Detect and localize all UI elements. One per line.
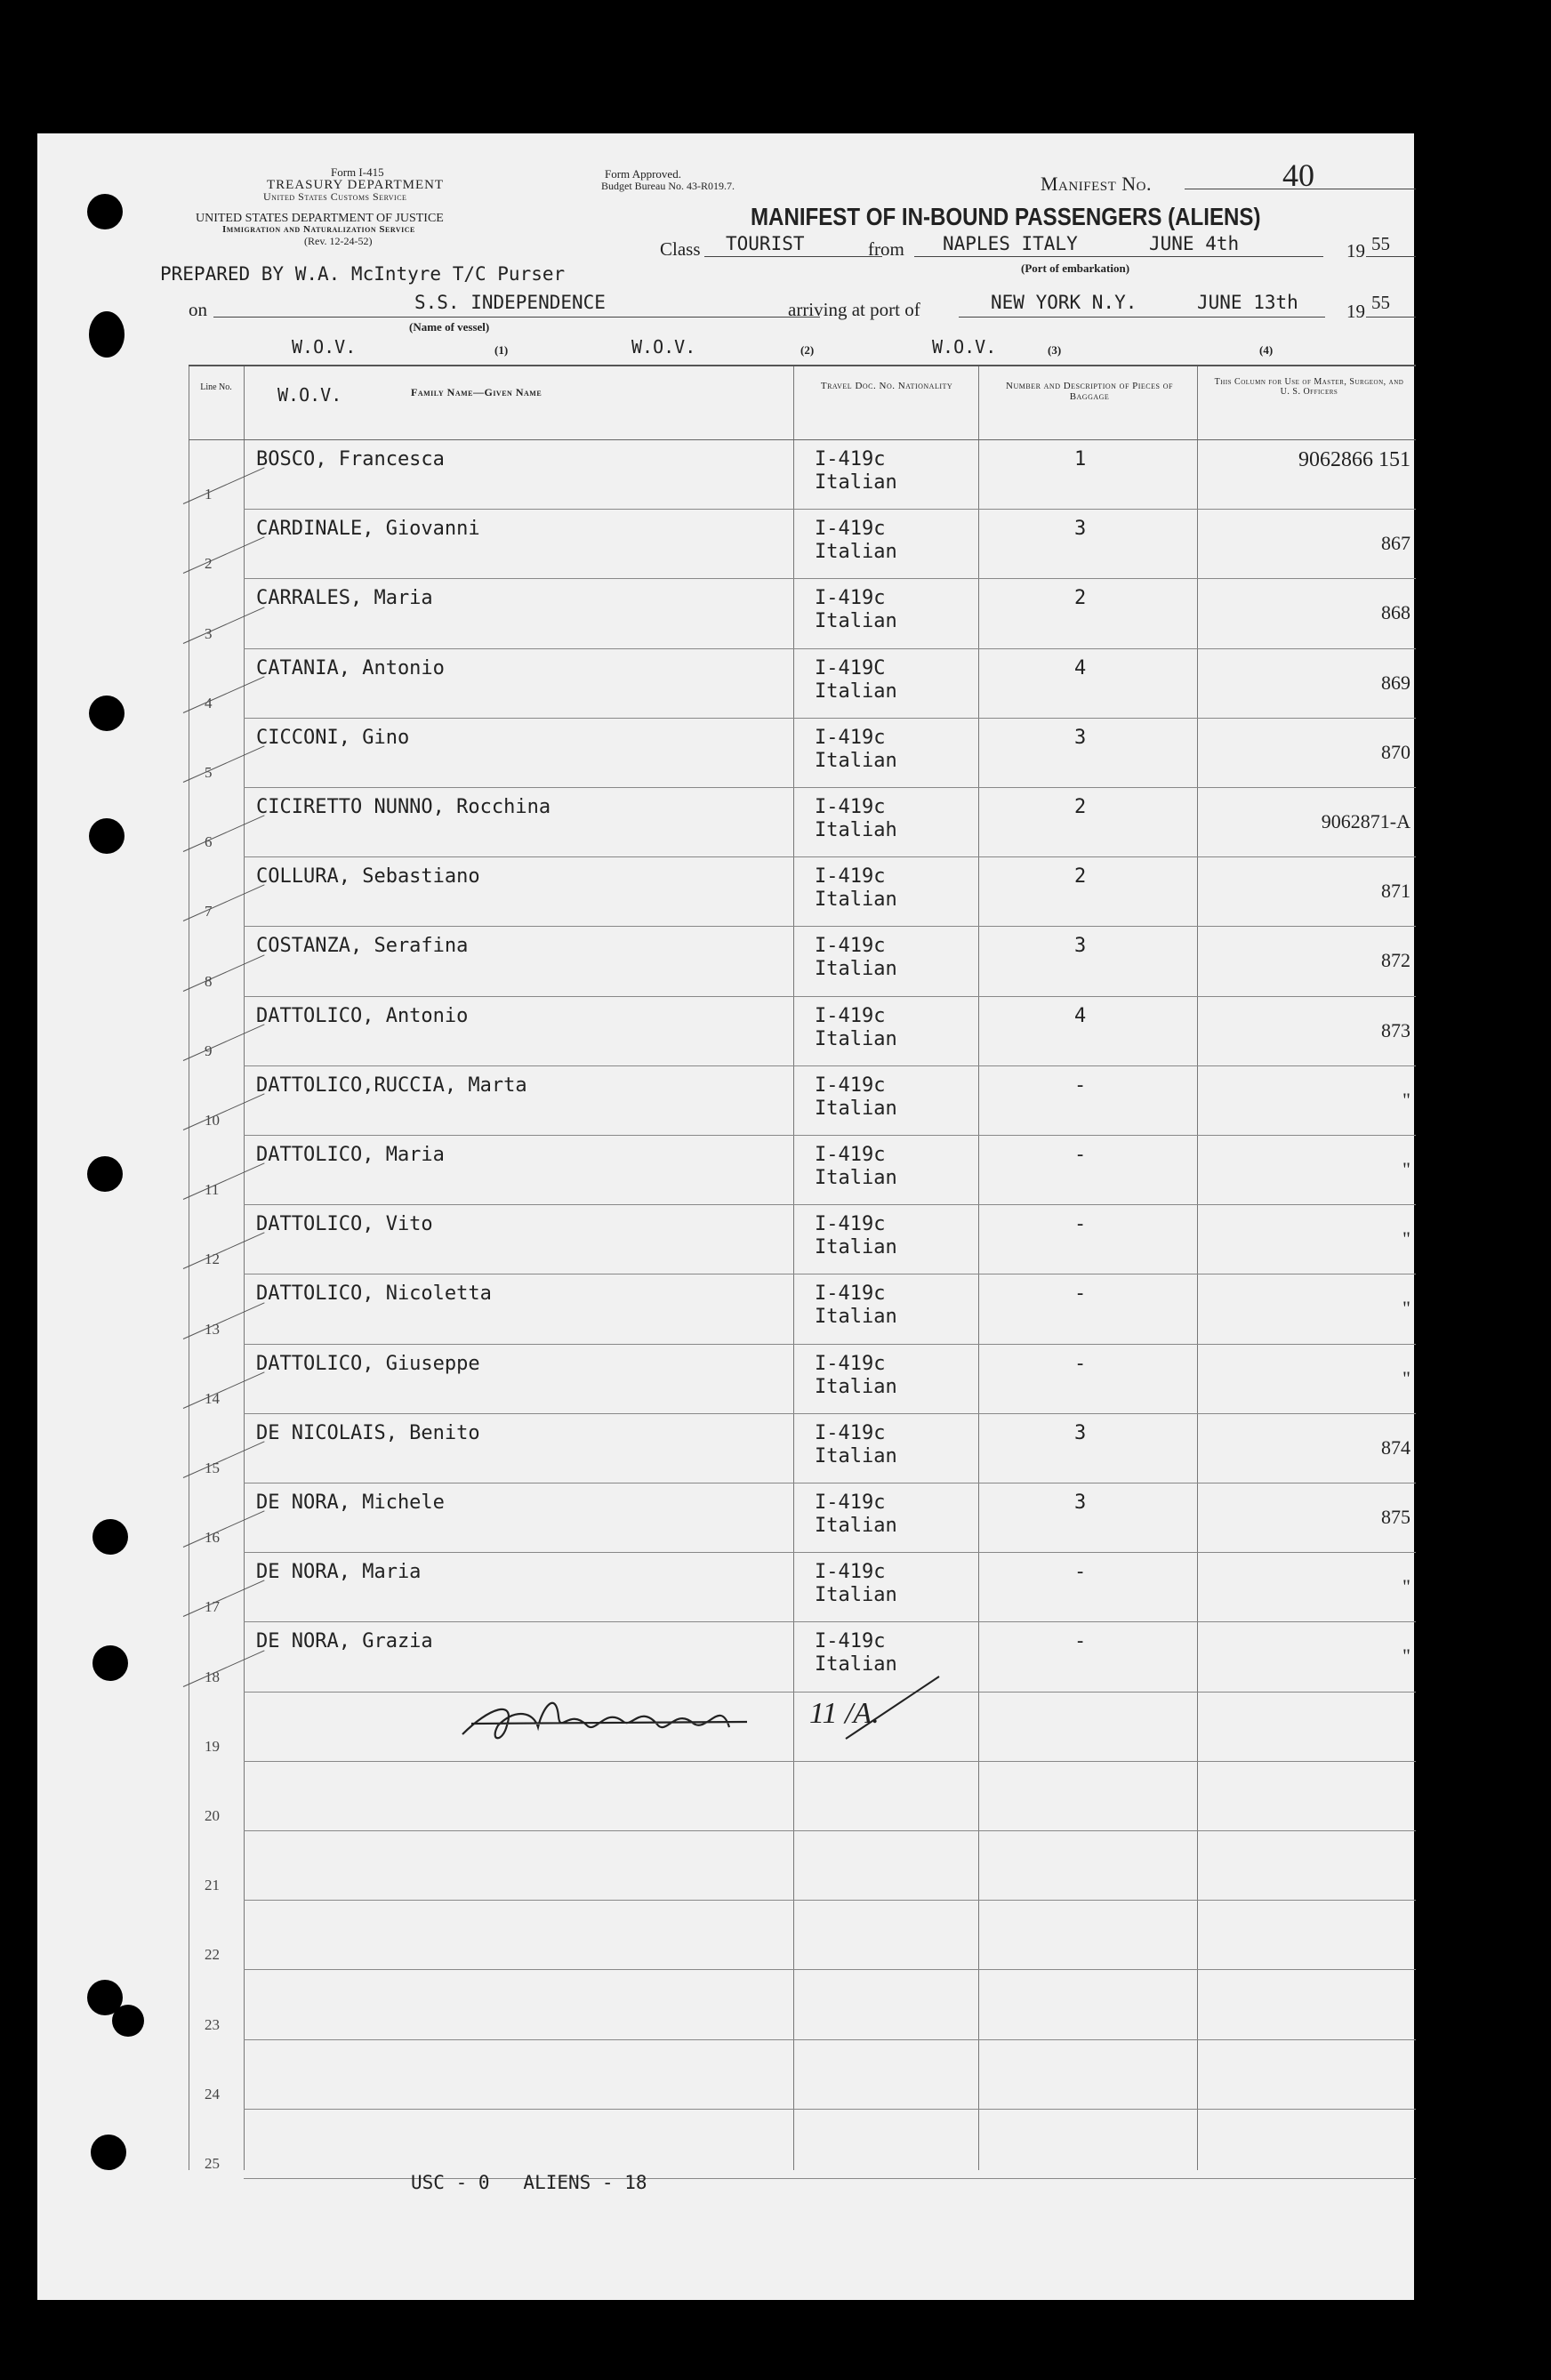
line-number: 12 [205,1250,220,1268]
table-row [189,1552,1416,1621]
travel-doc-no: I-419c [815,1561,886,1584]
column-number: (2) [800,343,815,357]
manifest-page [37,133,1414,2300]
on-label: on [189,299,207,320]
line-number: 9 [205,1041,213,1059]
wov-stamp: W.O.V. [631,336,696,358]
check-tick-mark [183,816,265,853]
table-row [189,1969,1416,2038]
arriving-label: arriving at port of [788,299,920,320]
line-number: 6 [205,833,213,851]
officer-note: 868 [1381,601,1410,624]
line-number: 5 [205,763,213,781]
line-number: 10 [205,1111,220,1129]
officer-note: 869 [1381,671,1410,694]
table-row [189,1483,1416,1552]
arrival-date: JUNE 13th [1197,292,1298,313]
check-tick-mark [183,1580,265,1618]
table-row [189,926,1416,995]
table-row [189,1135,1416,1204]
passenger-table [189,365,1416,2170]
baggage-count: 3 [1074,518,1087,541]
officer-note: 9062866 151 [1298,448,1410,471]
line-number: 18 [205,1668,220,1685]
table-row [189,996,1416,1065]
from-underline [914,256,1323,257]
check-tick-mark [183,607,265,644]
travel-doc-no: I-419c [815,1213,886,1236]
officer-note: 874 [1381,1435,1410,1459]
officer-note: " [1402,1297,1410,1320]
binder-hole [92,1519,128,1555]
nationality: Italian [815,1306,897,1329]
header-baggage: Number and Description of Pieces of Baggage [1006,381,1173,402]
officer-note: " [1402,1644,1410,1668]
table-row [189,439,1416,509]
passenger-name: CARDINALE, Giovanni [256,518,480,541]
travel-doc-no: I-419c [815,587,886,610]
vessel-underline [213,317,820,318]
baggage-count: 3 [1074,726,1087,749]
nationality: Italiah [815,819,897,841]
line-number: 7 [205,903,213,921]
budget-bureau: Budget Bureau No. 43-R019.7. [601,180,735,192]
signature [454,1672,800,1761]
nationality: Italian [815,1653,897,1676]
wov-stamp: W.O.V. [277,384,342,406]
nationality: Italian [815,1584,897,1607]
year-prefix-2: 19 [1346,301,1365,322]
table-row [189,1344,1416,1413]
vessel-name: S.S. INDEPENDENCE [414,292,606,313]
check-tick-mark [183,1302,265,1339]
line-number: 22 [205,1946,220,1964]
line-number: 23 [205,2015,220,2033]
table-row [189,1413,1416,1483]
table-row [189,578,1416,647]
footer-summary: USC - 0 ALIENS - 18 [411,2172,647,2193]
table-row [189,1621,1416,1691]
passenger-name: DE NORA, Michele [256,1492,445,1514]
vessel-caption: (Name of vessel) [409,320,490,334]
binder-hole [89,696,125,731]
check-tick-mark [183,676,265,713]
class-label: Class [660,238,701,260]
officer-note: " [1402,1575,1410,1598]
passenger-name: DATTOLICO, Nicoletta [256,1282,492,1306]
year-underline-2 [1366,317,1416,318]
nationality: Italian [815,888,897,912]
nationality: Italian [815,1444,897,1467]
nationality: Italian [815,541,897,564]
officer-note: 870 [1381,740,1410,763]
port-of-embarkation: NAPLES ITALY [943,233,1078,254]
nationality: Italian [815,1375,897,1398]
baggage-count: - [1074,1352,1087,1375]
table-row [189,1830,1416,1900]
passenger-name: CATANIA, Antonio [256,656,445,679]
line-number: 16 [205,1529,220,1547]
travel-doc-no: I-419c [815,796,886,818]
customs-service: United States Customs Service [263,190,407,203]
check-tick-mark [183,1650,265,1687]
baggage-count: 1 [1074,448,1087,470]
passenger-name: DATTOLICO, Maria [256,1144,445,1166]
officer-note: 873 [1381,1018,1410,1041]
table-row [189,1692,1416,1761]
nationality: Italian [815,679,897,703]
baggage-count: 2 [1074,587,1087,610]
travel-doc-no: I-419c [815,1073,886,1097]
form-approved: Form Approved. [605,167,681,181]
table-row [189,1204,1416,1274]
table-row [189,2039,1416,2109]
nationality: Italian [815,1027,897,1050]
treasury-department: TREASURY DEPARTMENT [267,178,445,192]
passenger-name: CARRALES, Maria [256,587,433,610]
baggage-count: - [1074,1213,1087,1236]
check-tick-mark [183,745,265,783]
header-travel-doc: Travel Doc. No. Nationality [820,381,953,391]
departure-date: JUNE 4th [1149,233,1240,254]
travel-doc-no: I-419c [815,935,886,958]
manifest-title: MANIFEST OF IN-BOUND PASSENGERS (ALIENS) [751,203,1261,230]
class-value: TOURIST [726,233,805,254]
column-number: (1) [494,343,509,357]
line-number: 3 [205,624,213,642]
check-tick-mark [183,954,265,992]
check-tick-mark [183,1093,265,1130]
line-number: 25 [205,2154,220,2172]
passenger-name: DATTOLICO, Giuseppe [256,1352,480,1375]
passenger-name: DATTOLICO, Vito [256,1213,433,1236]
wov-stamp: W.O.V. [932,336,997,358]
column-number: (3) [1048,343,1062,357]
travel-doc-no: I-419c [815,1421,886,1444]
nationality: Italian [815,1167,897,1189]
line-number: 13 [205,1320,220,1338]
line-number: 17 [205,1598,220,1616]
wov-stamp: W.O.V. [292,336,357,358]
table-row [189,648,1416,718]
nationality: Italian [815,1097,897,1120]
column-number: (4) [1259,343,1274,357]
check-tick-mark [183,1511,265,1548]
check-tick-mark [183,1163,265,1201]
travel-doc-no: I-419c [815,518,886,541]
table-row [189,2109,1416,2178]
table-row [189,1065,1416,1135]
line-number: 1 [205,486,213,503]
passenger-name: DATTOLICO, Antonio [256,1004,469,1027]
nationality: Italian [815,749,897,772]
officer-note: 872 [1381,949,1410,972]
signature-initials: 11 /A. [809,1697,880,1730]
check-tick-mark [183,468,265,505]
class-underline [704,256,882,257]
line-number: 11 [205,1181,220,1199]
immigration-service: Immigration and Naturalization Service [222,224,415,235]
table-row [189,509,1416,578]
passenger-name: DE NORA, Grazia [256,1630,433,1653]
binder-hole [89,311,125,358]
justice-department: UNITED STATES DEPARTMENT OF JUSTICE [196,212,444,225]
nationality: Italian [815,610,897,633]
travel-doc-no: I-419c [815,726,886,749]
check-tick-mark [183,537,265,575]
line-number: 20 [205,1806,220,1824]
line-number: 21 [205,1877,220,1894]
passenger-name: DATTOLICO,RUCCIA, Marta [256,1073,527,1097]
line-number: 24 [205,2085,220,2103]
travel-doc-no: I-419c [815,1630,886,1653]
nationality: Italian [815,1515,897,1537]
passenger-name: COSTANZA, Serafina [256,935,469,958]
travel-doc-no: I-419c [815,865,886,888]
baggage-count: 3 [1074,1492,1087,1514]
officer-note: " [1402,1366,1410,1389]
form-number: Form I-415 [331,165,384,179]
year-underline-1 [1366,256,1416,257]
travel-doc-no: I-419c [815,1004,886,1027]
baggage-count: 4 [1074,1004,1087,1027]
travel-doc-no: I-419c [815,1282,886,1306]
passenger-name: DE NORA, Maria [256,1561,422,1584]
header-officers: This Column for Use of Master, Surgeon, and U. S. Officers [1214,377,1404,397]
officer-note: " [1402,1088,1410,1111]
line-number: 4 [205,694,213,712]
arriving-port: NEW YORK N.Y. [991,292,1137,313]
year-value-1: 55 [1371,233,1390,254]
officer-note: 867 [1381,532,1410,555]
binder-hole [87,194,123,229]
passenger-name: CICCONI, Gino [256,726,410,749]
nationality: Italian [815,1236,897,1259]
travel-doc-no: I-419C [815,656,886,679]
table-row [189,718,1416,787]
prepared-by: PREPARED BY W.A. McIntyre T/C Purser [160,263,566,285]
table-row [189,856,1416,926]
arriving-underline [959,317,1325,318]
header-line-no: Line No. [200,382,232,392]
passenger-name: DE NICOLAIS, Benito [256,1421,480,1444]
manifest-no-label: Manifest No. [1041,173,1152,195]
table-row [189,1900,1416,1969]
binder-hole [112,2005,144,2037]
officer-note: 871 [1381,880,1410,903]
baggage-count: 4 [1074,656,1087,679]
nationality: Italian [815,958,897,981]
check-tick-mark [183,1024,265,1061]
baggage-count: 3 [1074,935,1087,958]
passenger-name: CICIRETTO NUNNO, Rocchina [256,796,551,818]
manifest-no-value: 40 [1282,157,1314,193]
officer-note: 9062871-A [1321,810,1410,832]
check-tick-mark [183,1371,265,1409]
baggage-count: - [1074,1073,1087,1097]
check-tick-mark [183,1441,265,1478]
passenger-name: COLLURA, Sebastiano [256,865,480,888]
line-number: 19 [205,1737,220,1755]
travel-doc-no: I-419c [815,1492,886,1514]
travel-doc-no: I-419c [815,1144,886,1166]
line-number: 2 [205,555,213,573]
baggage-count: - [1074,1144,1087,1166]
baggage-count: - [1074,1561,1087,1584]
binder-hole [91,2135,126,2170]
passenger-name: BOSCO, Francesca [256,448,445,470]
check-tick-mark [183,885,265,922]
table-row [189,787,1416,856]
signature-stroke [841,1672,948,1743]
baggage-count: - [1074,1282,1087,1306]
travel-doc-no: I-419c [815,1352,886,1375]
table-row [189,1274,1416,1343]
nationality: Italian [815,471,897,494]
baggage-count: 2 [1074,796,1087,818]
from-label: from [868,238,904,260]
header-name: Family Name—Given Name [411,386,542,398]
baggage-count: 2 [1074,865,1087,888]
line-number: 8 [205,972,213,990]
binder-hole [89,818,125,854]
baggage-count: - [1074,1630,1087,1653]
binder-hole [87,1156,123,1192]
line-number: 14 [205,1389,220,1407]
officer-note: " [1402,1158,1410,1180]
officer-note: 875 [1381,1506,1410,1528]
port-embarkation-caption: (Port of embarkation) [1021,261,1130,275]
table-row [189,1761,1416,1830]
binder-hole [92,1645,128,1681]
baggage-count: 3 [1074,1421,1087,1444]
year-value-2: 55 [1371,292,1390,313]
check-tick-mark [183,1233,265,1270]
revision-date: (Rev. 12-24-52) [304,235,373,247]
travel-doc-no: I-419c [815,448,886,470]
year-prefix-1: 19 [1346,240,1365,261]
officer-note: " [1402,1227,1410,1250]
line-number: 15 [205,1459,220,1476]
